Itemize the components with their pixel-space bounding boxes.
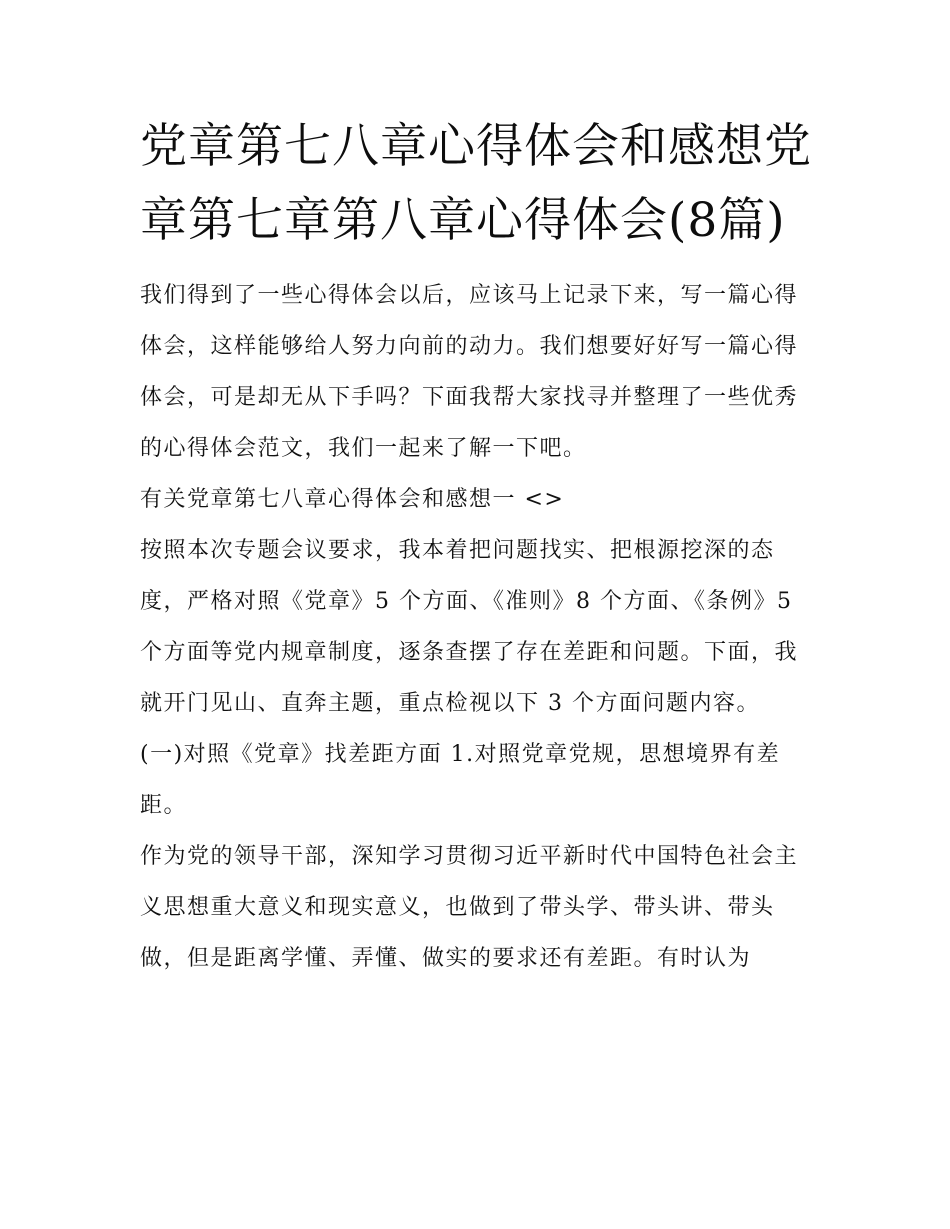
document-title: 党章第七八章心得体会和感想党章第七章第八章心得体会(8篇) <box>140 119 812 248</box>
document-body <box>140 110 815 984</box>
paragraph-requirements: 按照本次专题会议要求，我本着把问题找实、把根源挖深的态度，严格对照《党章》5 个方面、《准则》8 个方面、《条例》5 个方面等党内规章制度，逐条查摆了存在差距和问题。下面，我就开门见山、直奔主题，重点检视以下 3 个方面问题内容。 <box>140 538 799 716</box>
paragraph-intro: 我们得到了一些心得体会以后，应该马上记录下来，写一篇心得体会，这样能够给人努力向前的动力。我们想要好好写一篇心得体会，可是却无从下手吗？下面我帮大家找寻并整理了一些优秀的心得体会范文，我们一起来了解一下吧。 <box>140 283 799 461</box>
paragraph-section-heading: 有关党章第七八章心得体会和感想一 <> <box>140 487 565 512</box>
paragraph-subheading: (一)对照《党章》找差距方面 1.对照党章党规，思想境界有差距。 <box>140 742 781 818</box>
paragraph-body: 作为党的领导干部，深知学习贯彻习近平新时代中国特色社会主义思想重大意义和现实意义，也做到了带头学、带头讲、带头做，但是距离学懂、弄懂、做实的要求还有差距。有时认为 <box>140 844 799 971</box>
